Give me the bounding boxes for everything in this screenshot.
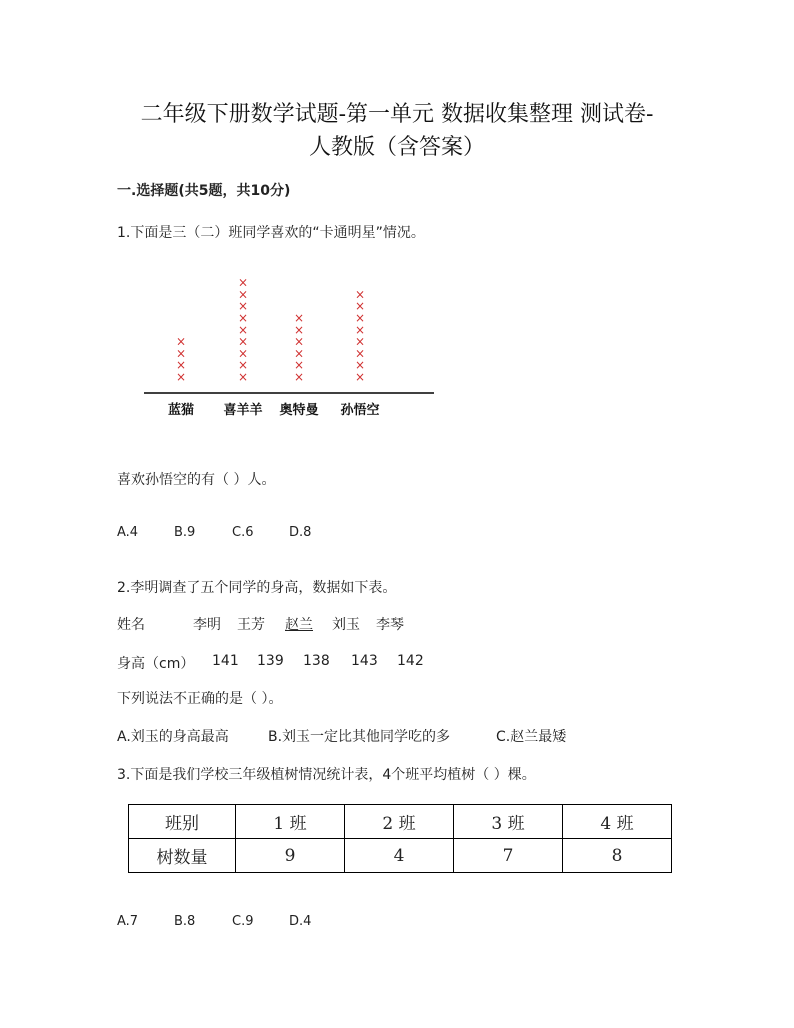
chart-mark: × [354,322,366,337]
chart-mark: × [237,346,249,361]
q2-height-cell: 141 [212,653,239,669]
table-cell: 9 [236,839,345,873]
table-cell: 3 班 [454,805,563,839]
q2-option-a: A.刘玉的身高最高 [117,729,229,745]
table-row [129,839,672,873]
table-cell: 班别 [129,805,236,839]
chart-mark: × [354,370,366,384]
chart-mark: × [354,358,366,373]
chart-mark: × [293,358,305,373]
chart-category-label: 孙悟空 [340,403,380,418]
page-title-line2: 人教版（含答案） [308,135,485,160]
chart-mark: × [293,346,305,361]
table-header-row [129,805,672,839]
q2-name-cell: 王芳 [237,617,265,633]
table-cell: 1 班 [236,805,345,839]
q2-height-cell: 143 [351,653,378,669]
chart-mark: × [175,346,187,361]
chart-mark: × [354,299,366,314]
chart-mark: × [354,311,366,325]
chart-mark: × [237,287,249,302]
chart-mark: × [237,275,249,290]
q1-option-a: A.4 [117,525,139,540]
chart-mark: × [293,322,305,337]
q3-prompt: 3.下面是我们学校三年级植树情况统计表，4个班平均植树（ ）棵。 [117,767,536,783]
chart-category-label: 蓝猫 [167,403,195,418]
q3-option-b: B.8 [174,914,196,929]
q1-option-b: B.9 [174,525,196,540]
q2-name-cell: 刘玉 [332,617,360,633]
chart-mark: × [237,358,249,373]
q2-question: 下列说法不正确的是（ ）。 [117,691,283,707]
q1-question: 喜欢孙悟空的有（ ）人。 [117,472,276,488]
q3-option-c: C.9 [232,914,254,929]
q2-row-label-height: 身高（cm） [117,656,195,672]
chart-mark: × [175,334,187,349]
q1-prompt: 1.下面是三（二）班同学喜欢的“卡通明星”情况。 [117,225,425,241]
table-cell: 2 班 [345,805,454,839]
chart-mark: × [175,358,187,373]
table-cell: 树数量 [129,839,236,873]
chart-mark: × [237,370,249,384]
table-cell: 8 [563,839,672,873]
q2-name-cell: 李琴 [376,617,404,633]
chart-mark: × [293,311,305,325]
dot-chart [140,270,440,425]
chart-mark: × [354,346,366,361]
table-cell: 7 [454,839,563,873]
q2-prompt: 2.李明调查了五个同学的身高，数据如下表。 [117,580,397,596]
chart-mark: × [237,334,249,349]
q2-height-cell: 142 [397,653,424,669]
chart-category-label: 奥特曼 [279,403,319,418]
q2-name-cell: 李明 [193,617,221,633]
chart-mark: × [293,370,305,384]
chart-mark: × [237,322,249,337]
table-cell: 4 班 [563,805,672,839]
chart-mark: × [237,299,249,314]
q3-option-a: A.7 [117,914,139,929]
q1-option-c: C.6 [232,525,254,540]
q2-name-cell: 赵兰 [285,617,313,633]
chart-category-label: 喜羊羊 [223,403,263,418]
page-title-line1: 二年级下册数学试题-第一单元 数据收集整理 测试卷- [140,102,654,127]
chart-mark: × [354,287,366,302]
table-cell: 4 [345,839,454,873]
q1-option-d: D.8 [289,525,312,540]
q3-option-d: D.4 [289,914,312,929]
q2-option-b: B.刘玉一定比其他同学吃的多 [268,729,451,745]
chart-mark: × [237,311,249,325]
chart-mark: × [293,334,305,349]
q2-option-c: C.赵兰最矮 [496,729,567,745]
q2-height-cell: 138 [303,653,330,669]
chart-mark: × [354,334,366,349]
q2-row-label-name: 姓名 [117,617,145,633]
tree-planting-table [128,804,672,873]
chart-mark: × [175,370,187,384]
q2-height-cell: 139 [257,653,284,669]
section-heading: 一.选择题(共5题，共10分) [117,183,291,199]
